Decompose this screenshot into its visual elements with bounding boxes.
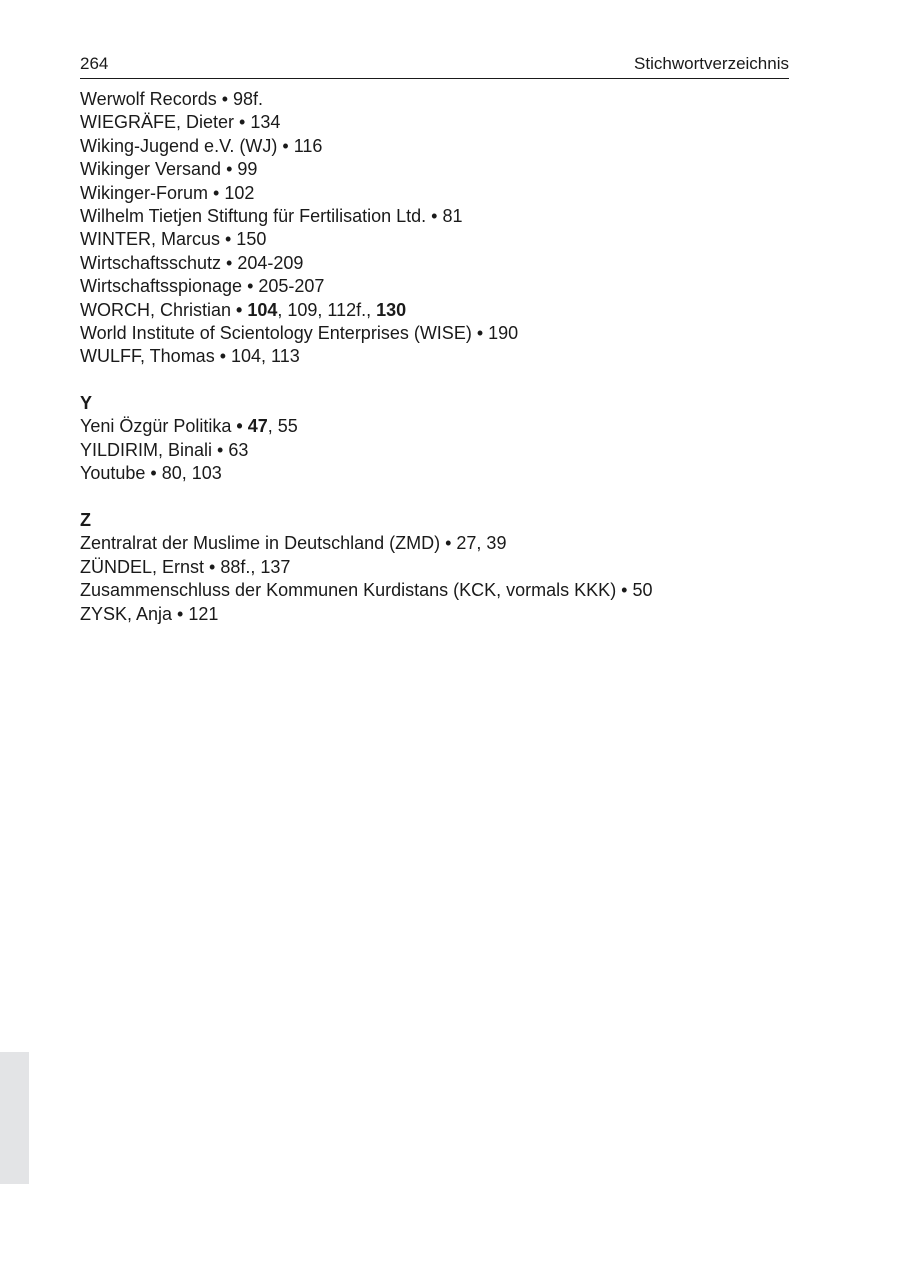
- index-entry: [80, 322, 800, 345]
- entry-text: Wirtschaftsschutz • 204-209: [80, 252, 304, 273]
- entry-text: ZYSK, Anja • 121: [80, 603, 219, 624]
- page-header: [80, 52, 789, 79]
- entry-text: ZÜNDEL, Ernst • 88f., 137: [80, 556, 291, 577]
- index-entry: [80, 252, 800, 275]
- running-head: Stichwortverzeichnis: [634, 54, 789, 73]
- entry-text: , 109, 112f.,: [277, 299, 377, 320]
- index-entry: [80, 228, 800, 251]
- index-entry: [80, 603, 800, 626]
- entry-text: YILDIRIM, Binali • 63: [80, 439, 249, 460]
- thumb-index-tab: [0, 1052, 29, 1184]
- entry-text: Wikinger Versand • 99: [80, 159, 258, 180]
- entry-text: Youtube • 80, 103: [80, 463, 222, 484]
- bold-page-ref: • 47: [236, 416, 268, 437]
- entry-text: WORCH, Christian: [80, 299, 237, 320]
- entry-text: Yeni Özgür Politika: [80, 416, 237, 437]
- index-entry: [80, 135, 800, 158]
- index-section: [80, 509, 800, 626]
- entry-text: Wiking-Jugend e.V. (WJ) • 116: [80, 135, 323, 156]
- index-entry: [80, 532, 800, 555]
- entry-text: Zentralrat der Muslime in Deutschland (ZMD) • 27, 39: [80, 533, 507, 554]
- index-entry: [80, 275, 800, 298]
- entry-text: WIEGRÄFE, Dieter • 134: [80, 112, 281, 133]
- section-letter: Z: [80, 510, 91, 531]
- entry-text: Wikinger-Forum • 102: [80, 182, 255, 203]
- entry-text: World Institute of Scientology Enterprises (WISE) • 190: [80, 322, 519, 343]
- index-section: [80, 392, 800, 486]
- entry-text: WULFF, Thomas • 104, 113: [80, 346, 300, 367]
- page-number: 264: [80, 54, 109, 73]
- section-letter: Y: [80, 393, 93, 414]
- index-body: [80, 88, 800, 649]
- index-entry: [80, 556, 800, 579]
- index-entry: [80, 579, 800, 602]
- index-entry: [80, 345, 800, 368]
- index-entry: [80, 439, 800, 462]
- index-entry: [80, 415, 800, 438]
- entry-text: Zusammenschluss der Kommunen Kurdistans (KCK, vormals KKK) • 50: [80, 580, 653, 601]
- index-section: [80, 88, 800, 369]
- entry-text: WINTER, Marcus • 150: [80, 229, 267, 250]
- entry-text: Wirtschaftsspionage • 205-207: [80, 276, 325, 297]
- bold-page-ref: • 104: [236, 299, 278, 320]
- entry-text: , 55: [267, 416, 298, 437]
- entry-text: Wilhelm Tietjen Stiftung für Fertilisation Ltd. • 81: [80, 205, 463, 226]
- index-entry: [80, 299, 800, 322]
- index-entry: [80, 88, 800, 111]
- bold-page-ref: 130: [376, 299, 407, 320]
- index-entry: [80, 182, 800, 205]
- index-entry: [80, 205, 800, 228]
- index-entry: [80, 111, 800, 134]
- entry-text: Werwolf Records • 98f.: [80, 89, 264, 109]
- index-entry: [80, 462, 800, 485]
- index-entry: [80, 158, 800, 181]
